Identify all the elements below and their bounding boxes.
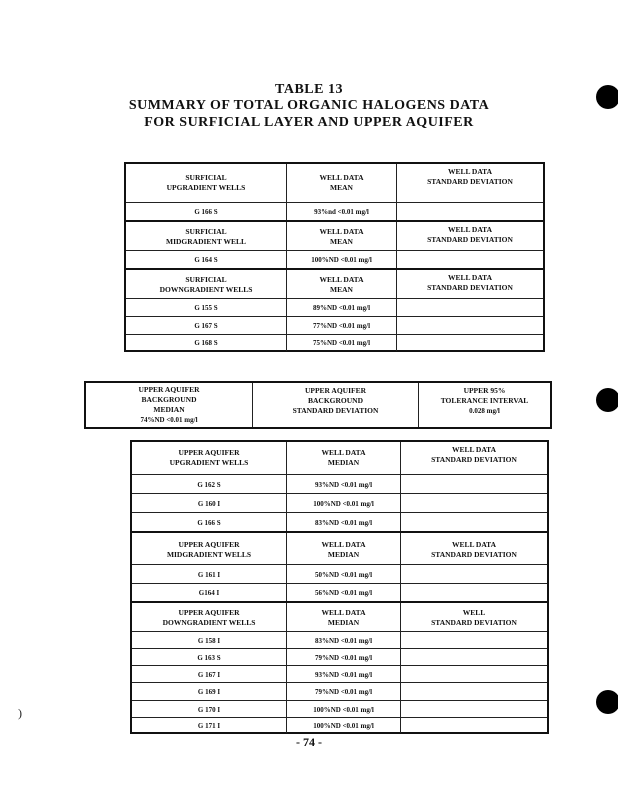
table-row xyxy=(126,316,543,335)
well-value: 100%ND <0.01 mg/l xyxy=(286,718,400,733)
label-line: UPPER AQUIFER xyxy=(138,385,200,394)
well-id: G 170 I xyxy=(197,705,221,714)
surficial-downgradient-label xyxy=(126,270,286,300)
header-line: WELL DATA xyxy=(451,539,497,549)
well-sd xyxy=(400,649,547,666)
surficial-upgradient-label xyxy=(126,164,286,202)
table-row xyxy=(126,202,543,221)
label-line: UPPER AQUIFER xyxy=(178,448,240,457)
well-id: G 169 I xyxy=(197,688,221,696)
table-row xyxy=(132,564,547,584)
header-line: STANDARD DEVIATION xyxy=(431,618,517,627)
page-title: SUMMARY OF TOTAL ORGANIC HALOGENS DATA xyxy=(128,98,490,113)
header-line: WELL DATA xyxy=(319,173,364,182)
scan-mark: ) xyxy=(18,706,22,720)
well-sd xyxy=(396,335,543,351)
header-line: STANDARD DEVIATION xyxy=(427,235,513,244)
well-value: 75%ND <0.01 mg/l xyxy=(286,335,396,351)
table-row xyxy=(132,631,547,649)
standard-deviation-header xyxy=(400,533,547,566)
well-sd xyxy=(400,513,547,532)
page-number: - 74 - xyxy=(296,735,322,749)
table-row xyxy=(126,250,543,269)
well-data-mean-header xyxy=(286,164,396,202)
well-data-mean-header xyxy=(286,222,396,252)
table-row xyxy=(132,665,547,683)
well-id: G 166 S xyxy=(197,518,221,527)
header-line: MEDIAN xyxy=(327,618,360,627)
well-sd xyxy=(396,203,543,221)
header-line: STANDARD DEVIATION xyxy=(427,283,513,292)
header-line: WELL DATA xyxy=(319,227,364,236)
standard-deviation-header xyxy=(396,270,543,300)
table-row xyxy=(132,512,547,532)
label-line: UPPER AQUIFER xyxy=(178,539,240,549)
well-value: 79%ND <0.01 mg/l xyxy=(286,683,400,701)
aquifer-downgradient-header xyxy=(132,601,547,633)
surficial-midgradient-label xyxy=(126,222,286,252)
well-sd xyxy=(400,701,547,718)
header-line: STANDARD DEVIATION xyxy=(431,455,517,464)
standard-deviation-header xyxy=(400,603,547,633)
well-sd xyxy=(400,683,547,701)
header-line: MEAN xyxy=(330,285,353,294)
well-sd xyxy=(400,718,547,733)
well-id: G 162 S xyxy=(197,480,221,489)
header-line: WELL DATA xyxy=(447,167,493,176)
surficial-table xyxy=(124,162,545,352)
surficial-midgradient-header xyxy=(126,220,543,252)
table-row xyxy=(132,648,547,666)
label-line: TOLERANCE INTERVAL xyxy=(440,396,529,405)
label-line: BACKGROUND xyxy=(307,396,363,405)
tolerance-interval-cell xyxy=(418,383,550,427)
well-sd xyxy=(400,666,547,683)
well-sd xyxy=(396,251,543,269)
well-sd xyxy=(400,494,547,513)
well-value: 83%ND <0.01 mg/l xyxy=(286,632,400,649)
well-value: 93%ND <0.01 mg/l xyxy=(286,666,400,683)
header-line: WELL DATA xyxy=(447,225,493,234)
table-row xyxy=(132,717,547,733)
header-line: STANDARD DEVIATION xyxy=(427,177,513,186)
background-median-cell xyxy=(86,383,252,427)
well-sd xyxy=(400,584,547,602)
well-value: 100%ND <0.01 mg/l xyxy=(286,251,396,269)
aquifer-upgradient-header xyxy=(132,442,547,474)
well-id: G 166 S xyxy=(194,208,218,216)
well-id: G 161 I xyxy=(197,570,221,579)
header-line: WELL xyxy=(462,608,486,617)
label-line: UPPER AQUIFER xyxy=(178,608,240,617)
punch-hole-top xyxy=(596,85,618,109)
well-sd xyxy=(396,299,543,317)
punch-hole-middle xyxy=(596,388,618,412)
well-id: G 168 S xyxy=(194,339,218,347)
table-row xyxy=(126,334,543,351)
label-line: UPGRADIENT WELLS xyxy=(169,458,249,467)
aquifer-upgradient-label xyxy=(132,442,286,474)
background-median-value: 74%ND <0.01 mg/l xyxy=(140,416,198,424)
well-value: 56%ND <0.01 mg/l xyxy=(286,584,400,602)
well-id: G 167 S xyxy=(194,322,218,330)
well-id: G 164 S xyxy=(194,256,218,264)
label-line: DOWNGRADIENT WELLS xyxy=(162,618,256,627)
background-table xyxy=(84,381,552,429)
well-id: G 163 S xyxy=(197,653,221,662)
label-line: BACKGROUND xyxy=(141,395,197,404)
well-value: 100%ND <0.01 mg/l xyxy=(286,701,400,718)
table-row xyxy=(126,298,543,317)
table-row xyxy=(132,682,547,701)
header-line: MEAN xyxy=(330,237,353,246)
label-line: UPPER AQUIFER xyxy=(304,386,367,395)
table-row xyxy=(132,700,547,718)
upper-aquifer-table xyxy=(130,440,549,734)
header-line: WELL DATA xyxy=(321,539,366,549)
well-value: 89%ND <0.01 mg/l xyxy=(286,299,396,317)
label-line: MIDGRADIENT WELL xyxy=(166,237,246,246)
well-id: G 171 I xyxy=(197,721,221,730)
well-id: G164 I xyxy=(198,589,220,597)
well-value: 77%ND <0.01 mg/l xyxy=(286,317,396,335)
label-line: STANDARD DEVIATION xyxy=(292,406,379,415)
aquifer-downgradient-label xyxy=(132,603,286,633)
standard-deviation-header xyxy=(396,222,543,252)
well-data-median-header xyxy=(286,603,400,633)
table-row xyxy=(132,583,547,602)
well-value: 93%nd <0.01 mg/l xyxy=(286,203,396,221)
table-row xyxy=(132,493,547,513)
well-sd xyxy=(400,475,547,494)
header-line: MEDIAN xyxy=(327,458,360,467)
well-value: 83%ND <0.01 mg/l xyxy=(286,513,400,532)
tolerance-interval-value: 0.028 mg/l xyxy=(469,407,500,415)
table-number: TABLE 13 xyxy=(275,82,343,97)
well-sd xyxy=(400,565,547,584)
well-id: G 158 I xyxy=(197,636,221,645)
punch-hole-bottom xyxy=(596,690,618,714)
surficial-downgradient-header xyxy=(126,268,543,300)
standard-deviation-header xyxy=(396,164,543,202)
well-id: G 167 I xyxy=(197,670,221,679)
label-line: UPGRADIENT WELLS xyxy=(166,183,246,192)
page-subtitle: FOR SURFICIAL LAYER AND UPPER AQUIFER xyxy=(144,115,474,130)
header-line: STANDARD DEVIATION xyxy=(431,549,517,559)
well-data-median-header xyxy=(286,533,400,566)
well-sd xyxy=(396,317,543,335)
label-line: SURFICIAL xyxy=(185,227,227,236)
well-value: 93%ND <0.01 mg/l xyxy=(286,475,400,494)
well-id: G 160 I xyxy=(197,499,221,508)
header-line: WELL DATA xyxy=(447,273,493,282)
well-sd xyxy=(400,632,547,649)
surficial-upgradient-header xyxy=(126,164,543,202)
background-sd-cell xyxy=(252,383,418,427)
header-line: MEDIAN xyxy=(327,549,360,559)
well-id: G 155 S xyxy=(194,304,218,312)
header-line: WELL DATA xyxy=(321,448,366,457)
label-line: SURFICIAL xyxy=(185,275,227,284)
header-line: WELL DATA xyxy=(451,445,497,454)
label-line: UPPER 95% xyxy=(463,386,506,395)
label-line: DOWNGRADIENT WELLS xyxy=(159,285,253,294)
well-value: 79%ND <0.01 mg/l xyxy=(286,649,400,666)
well-value: 100%ND <0.01 mg/l xyxy=(286,494,400,513)
aquifer-midgradient-header xyxy=(132,531,547,566)
well-value: 50%ND <0.01 mg/l xyxy=(286,565,400,584)
table-row xyxy=(132,474,547,494)
label-line: MEDIAN xyxy=(153,405,185,414)
label-line: MIDGRADIENT WELLS xyxy=(166,549,252,559)
header-line: WELL DATA xyxy=(319,275,364,284)
well-data-median-header xyxy=(286,442,400,474)
standard-deviation-header xyxy=(400,442,547,474)
header-line: MEAN xyxy=(330,183,353,192)
header-line: WELL DATA xyxy=(321,608,366,617)
aquifer-midgradient-label xyxy=(132,533,286,566)
well-data-mean-header xyxy=(286,270,396,300)
label-line: SURFICIAL xyxy=(185,173,227,182)
